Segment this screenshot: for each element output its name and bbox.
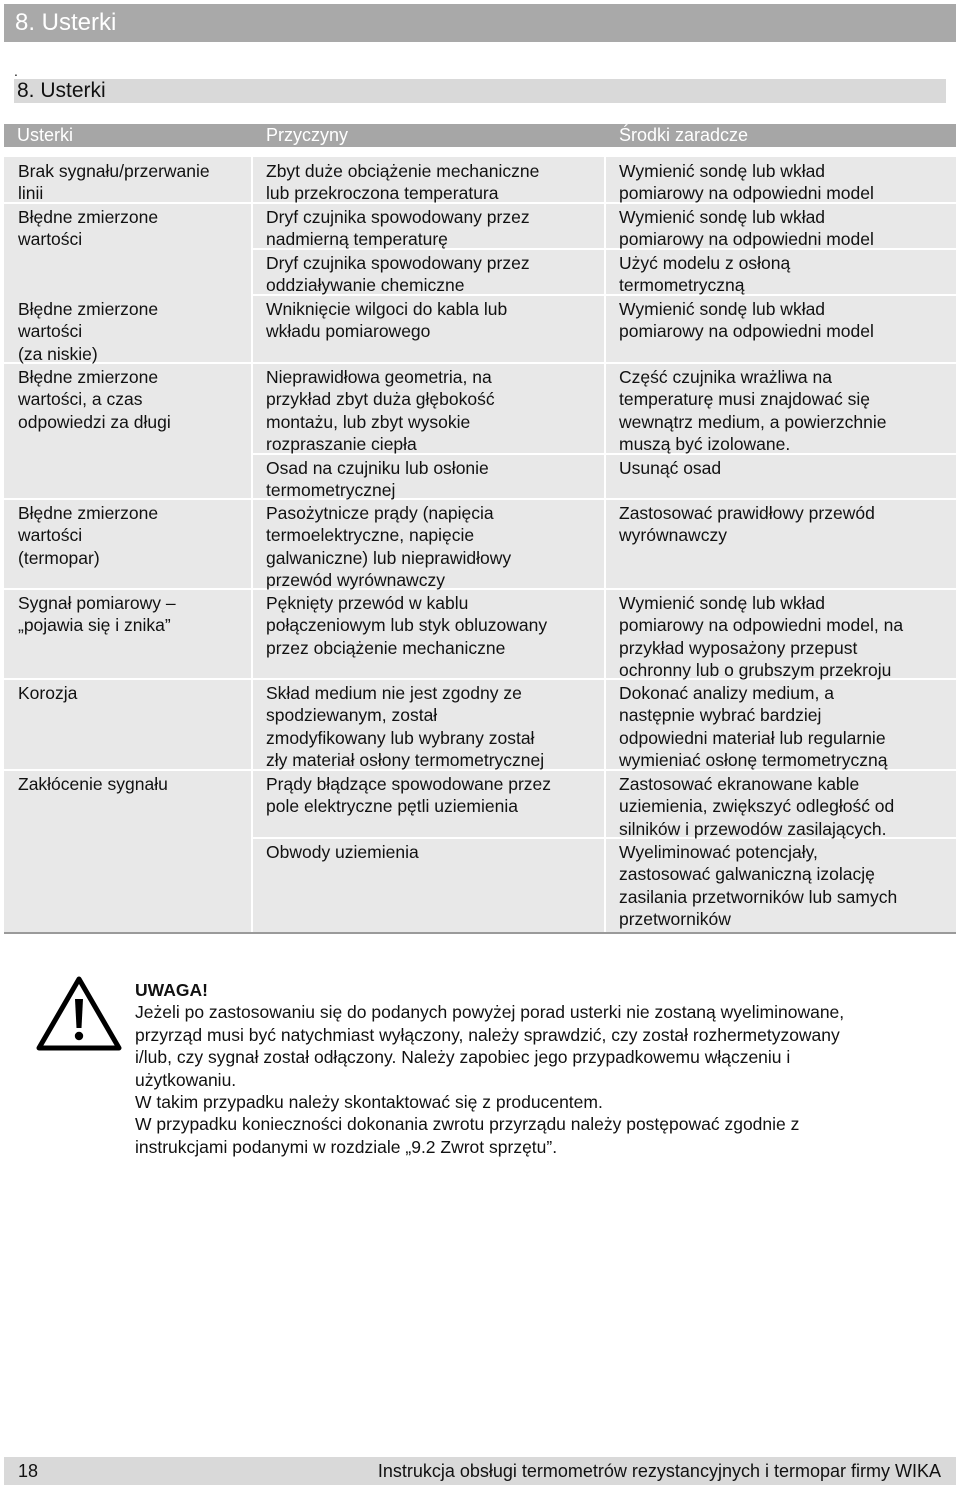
page-header [4, 4, 956, 42]
column-divider [604, 157, 606, 932]
cause-cell: Nieprawidłowa geometria, na przykład zbyt duża głębokość montażu, lub zbyt wysokie rozpraszanie ciepła [266, 367, 495, 454]
page-number: 18 [18, 1461, 39, 1481]
remedy-cell: Użyć modelu z osłoną termometryczną [619, 253, 791, 296]
row-divider [4, 588, 251, 590]
cause-cell: Wniknięcie wilgoci do kabla lub wkładu pomiarowego [266, 299, 508, 342]
remedy-cell: Wymienić sondę lub wkład pomiarowy na odpowiedni model [619, 299, 874, 342]
row-divider [4, 498, 251, 500]
table-header [4, 124, 956, 147]
stray-dot: . [14, 63, 18, 79]
warning-notice [135, 979, 935, 1158]
cause-cell: Pęknięty przewód w kablu połączeniowym lub styk obluzowany przez obciążenie mechaniczne [266, 593, 548, 658]
column-divider [251, 157, 253, 932]
remedy-cell: Wymienić sondę lub wkład pomiarowy na odpowiedni model, na przykład wyposażony przepust ochronny lub o grubszym przekroju [619, 593, 904, 680]
cause-cell: Zbyt duże obciążenie mechaniczne lub przekroczona temperatura [266, 161, 540, 204]
fault-cell: Błędne zmierzone wartości (za niskie) [18, 299, 159, 364]
page-footer [4, 1457, 956, 1485]
table-bottom-rule [4, 932, 956, 934]
section-title [14, 79, 946, 103]
fault-cell: Zakłócenie sygnału [18, 774, 168, 794]
row-divider [253, 362, 956, 364]
cause-cell: Pasożytnicze prądy (napięcia termoelektryczne, napięcie galwaniczne) lub nieprawidłowy przewód wyrównawczy [266, 503, 512, 590]
remedy-cell: Zastosować prawidłowy przewód wyrównawczy [619, 503, 875, 546]
fault-cell: Błędne zmierzone wartości [18, 207, 159, 250]
remedy-cell: Część czujnika wrażliwa na temperaturę musi znajdować się wewnątrz medium, a powierzchnie muszą być izolowane. [619, 367, 887, 454]
warning-paragraph: W takim przypadku należy skontaktować się z producentem. [135, 1092, 603, 1113]
remedy-cell: Wymienić sondę lub wkład pomiarowy na odpowiedni model [619, 161, 874, 204]
column-header-remedies: Środki zaradcze [619, 125, 749, 145]
header-title: 8. Usterki [15, 9, 117, 36]
cause-cell: Prądy błądzące spowodowane przez pole elektryczne pętli uziemienia [266, 774, 552, 817]
row-divider [4, 678, 251, 680]
row-divider [4, 769, 251, 771]
fault-cell: Brak sygnału/przerwanie linii [18, 161, 210, 204]
section-title-text: 8. Usterki [17, 79, 106, 102]
remedy-cell: Wyeliminować potencjały, zastosować galwaniczną izolację zasilania przetworników lub samych przetworników [619, 842, 898, 929]
fault-cell: Korozja [18, 683, 78, 703]
cause-cell: Dryf czujnika spowodowany przez nadmierną temperaturę [266, 207, 530, 250]
remedy-cell: Usunąć osad [619, 458, 722, 478]
remedy-cell: Wymienić sondę lub wkład pomiarowy na odpowiedni model [619, 207, 874, 250]
cause-cell: Skład medium nie jest zgodny ze spodziewanym, został zmodyfikowany lub wybrany został zły materiał osłony termometrycznej [266, 683, 545, 770]
warning-title: UWAGA! [135, 980, 208, 1000]
cause-cell: Dryf czujnika spowodowany przez oddziaływanie chemiczne [266, 253, 530, 296]
remedy-cell: Dokonać analizy medium, a następnie wybrać bardziej odpowiedni materiał lub regularnie wymieniać osłonę termometryczną [619, 683, 888, 770]
cause-cell: Obwody uziemienia [266, 842, 419, 862]
cause-cell: Osad na czujniku lub osłonie termometrycznej [266, 458, 489, 501]
fault-table [4, 157, 956, 932]
warning-triangle-icon [36, 976, 122, 1052]
remedy-cell: Zastosować ekranowane kable uziemienia, zwiększyć odległość od silników i przewodów zasilających. [619, 774, 895, 839]
fault-cell: Błędne zmierzone wartości, a czas odpowiedzi za długi [18, 367, 171, 432]
warning-paragraph: Jeżeli po zastosowaniu się do podanych powyżej porad usterki nie zostaną wyeliminowane, przyrząd musi być natychmiast wyłączony, należy sprawdzić, czy został rozhermetyzowany i/lub, czy sygnał został odłączony. Należy zapobiec jego przypadkowemu włączeniu i użytkowaniu. [135, 1002, 845, 1090]
fault-cell: Sygnał pomiarowy – „pojawia się i znika” [18, 593, 176, 636]
column-header-causes: Przyczyny [266, 125, 349, 145]
column-header-faults: Usterki [17, 125, 74, 145]
warning-paragraph: W przypadku konieczności dokonania zwrotu przyrządu należy postępować zgodnie z instrukcjami podanymi w rozdziale „9.2 Zwrot sprzętu”. [135, 1114, 800, 1157]
document-title: Instrukcja obsługi termometrów rezystancyjnych i termopar firmy WIKA [377, 1461, 941, 1481]
fault-cell: Błędne zmierzone wartości (termopar) [18, 503, 159, 568]
